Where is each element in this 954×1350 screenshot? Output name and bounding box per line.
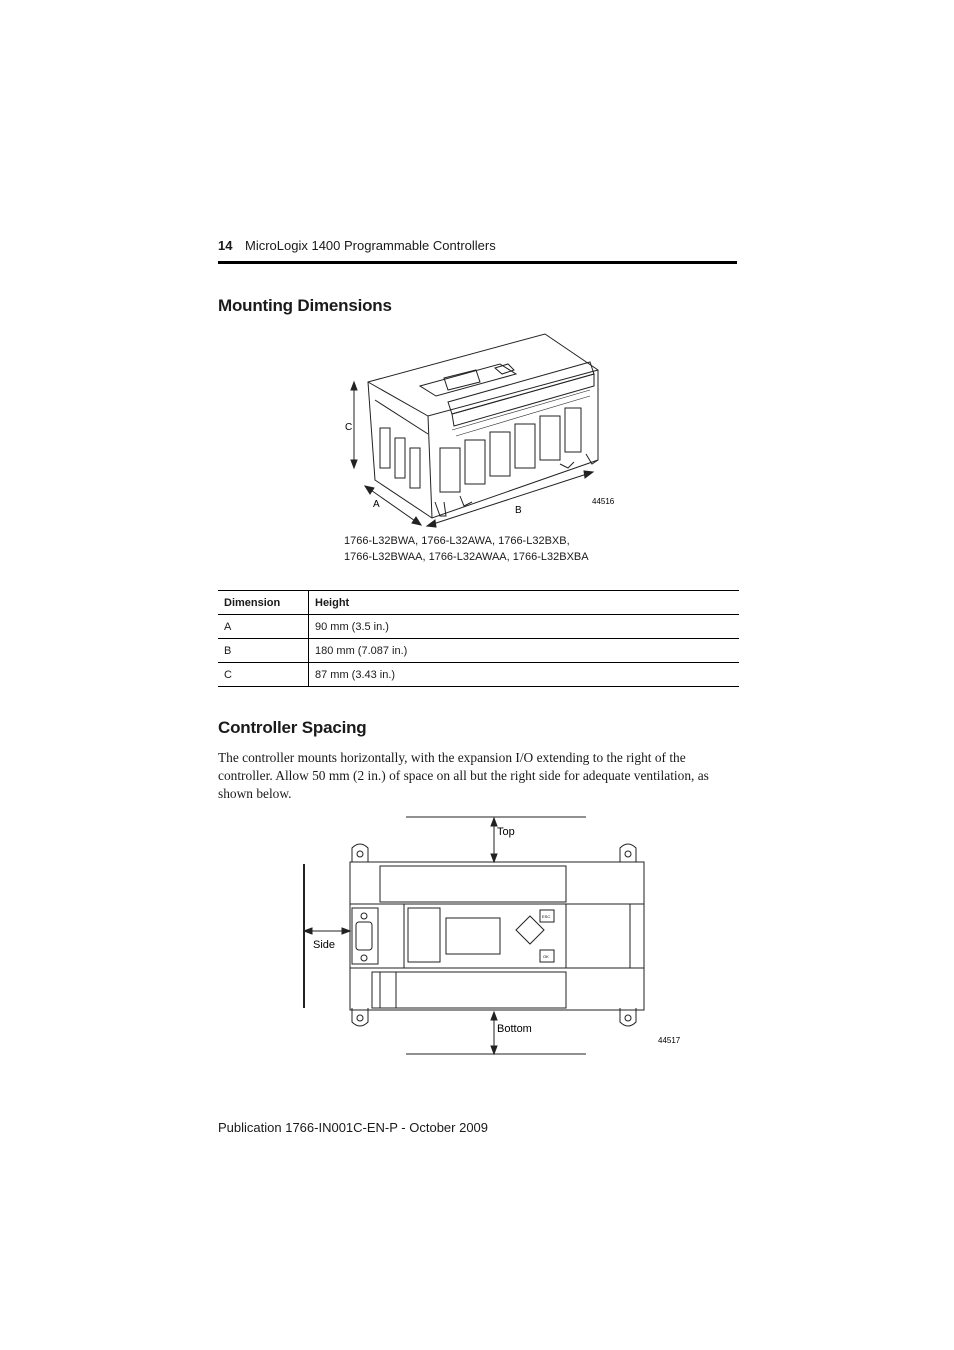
dimension-label-c: C xyxy=(345,422,353,433)
table-row xyxy=(218,663,739,687)
table-cell-dimension: B xyxy=(218,639,309,663)
table-cell-dimension: C xyxy=(218,663,309,687)
table-cell-height: 90 mm (3.5 in.) xyxy=(309,615,740,639)
column-header-dimension: Dimension xyxy=(218,591,309,615)
figure-number-44517: 44517 xyxy=(658,1036,681,1045)
controller-spacing-figure xyxy=(300,812,690,1060)
dimensions-table xyxy=(218,590,739,687)
table-header-row xyxy=(218,591,739,615)
controller-spacing-heading: Controller Spacing xyxy=(218,718,367,737)
column-header-height: Height xyxy=(309,591,740,615)
page-number: 14 xyxy=(218,238,233,253)
top-clearance-label: Top xyxy=(497,826,515,838)
mounting-dimensions-heading: Mounting Dimensions xyxy=(218,296,392,315)
spacing-paragraph: The controller mounts horizontally, with the expansion I/O extending to the right of the controller. Allow 50 mm (2 in.) of space on all but the right side for adequate ventilation, as shown below. xyxy=(218,750,709,801)
caption-line-1: 1766-L32BWA, 1766-L32AWA, 1766-L32BXB, xyxy=(344,535,570,547)
bottom-clearance-label: Bottom xyxy=(497,1023,532,1035)
running-header-title: MicroLogix 1400 Programmable Controllers xyxy=(245,238,496,253)
table-row xyxy=(218,639,739,663)
table-cell-dimension: A xyxy=(218,615,309,639)
ok-key-label: OK xyxy=(543,954,549,959)
table-cell-height: 180 mm (7.087 in.) xyxy=(309,639,740,663)
header-rule xyxy=(218,261,737,264)
controller-front-view xyxy=(350,844,644,1026)
vent-grilles xyxy=(380,408,581,492)
figure-number-44516: 44516 xyxy=(592,497,615,506)
dimension-label-a: A xyxy=(373,499,380,510)
controller-body-outline xyxy=(368,334,598,518)
esc-key-label: ESC xyxy=(542,914,551,919)
side-clearance-label: Side xyxy=(313,939,336,951)
caption-line-2: 1766-L32BWAA, 1766-L32AWAA, 1766-L32BXBA xyxy=(344,551,589,563)
table-row xyxy=(218,615,739,639)
table-cell-height: 87 mm (3.43 in.) xyxy=(309,663,740,687)
clearance-arrows xyxy=(304,818,497,1054)
dimension-label-b: B xyxy=(515,505,522,516)
controller-isometric-figure xyxy=(340,330,630,530)
figure-caption xyxy=(344,533,589,565)
publication-footer: Publication 1766-IN001C-EN-P - October 2009 xyxy=(218,1120,489,1135)
